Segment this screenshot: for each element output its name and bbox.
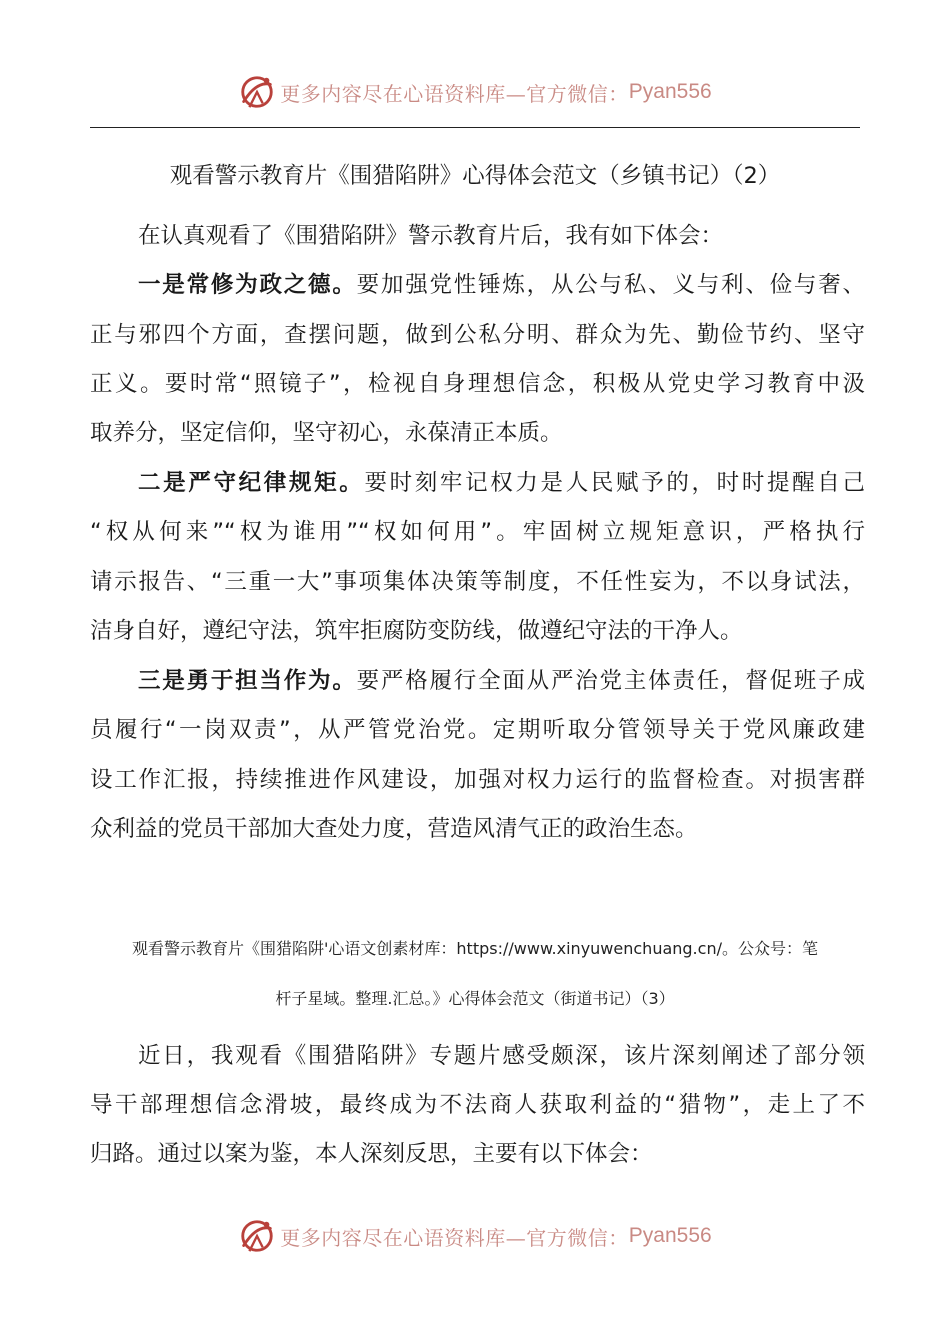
point2-line3: 请示报告、“三重一大”事项集体决策等制度，不任性妄为，不以身试法，	[90, 569, 865, 595]
point3-line2: 员履行“一岗双责”，从严管党治党。定期听取分管领导关于党风廉政建	[90, 717, 865, 743]
point1-line1	[90, 270, 865, 300]
point2-line2: “权从何来”“权为谁用”“权如何用”。牢固树立规矩意识，严格执行	[90, 519, 865, 545]
header-banner	[0, 70, 950, 114]
point3-heading: 三是勇于担当作为。	[138, 668, 357, 694]
point3-line4: 众利益的党员干部加大查处力度，营造风清气正的政治生态。	[90, 816, 698, 842]
point2-line4: 洁身自好，遵纪守法，筑牢拒腐防变防线，做遵纪守法的干净人。	[90, 618, 743, 644]
header-banner-text: 更多内容尽在心语资料库—官方微信：	[280, 81, 629, 106]
footer-banner	[0, 1214, 950, 1258]
article2-line2: 导干部理想信念滑坡，最终成为不法商人获取利益的“猎物”，走上了不	[90, 1092, 865, 1118]
footer-banner-text: 更多内容尽在心语资料库—官方微信：	[280, 1225, 629, 1250]
point3-line1	[90, 666, 865, 696]
logo-icon	[238, 73, 276, 111]
header-divider	[90, 127, 860, 128]
point1-line2: 正与邪四个方面，查摆问题，做到公私分明、群众为先、勤俭节约、坚守	[90, 322, 865, 348]
point1-heading: 一是常修为政之德。	[138, 272, 357, 298]
article1-title: 观看警示教育片《围猎陷阱》心得体会范文（乡镇书记）（2）	[169, 163, 781, 189]
point3-text1: 要严格履行全面从严治党主体责任，督促班子成	[356, 668, 865, 694]
article1-intro: 在认真观看了《围猎陷阱》警示教育片后，我有如下体会：	[138, 223, 724, 249]
point1-line3: 正义。要时常“照镜子”，检视自身理想信念，积极从党史学习教育中汲	[90, 371, 865, 397]
point2-heading: 二是严守纪律规矩。	[138, 470, 365, 496]
point2-line1	[90, 468, 865, 498]
logo-icon	[238, 1217, 276, 1255]
header-wechat-id: Pyan556	[628, 80, 712, 103]
point1-line4: 取养分，坚定信仰，坚守初心，永葆清正本质。	[90, 420, 563, 446]
article2-line3: 归路。通过以案为鉴，本人深刻反思，主要有以下体会：	[90, 1141, 653, 1167]
article2-line1: 近日，我观看《围猎陷阱》专题片感受颇深，该片深刻阐述了部分领	[138, 1043, 865, 1069]
point2-text1: 要时刻牢记权力是人民赋予的，时时提醒自己	[364, 470, 865, 496]
point1-text1: 要加强党性锤炼，从公与私、义与利、俭与奢、	[356, 272, 865, 298]
footer-wechat-id: Pyan556	[628, 1224, 712, 1247]
article2-title-line2: 杆子星域。整理.汇总。》心得体会范文（街道书记）（3）	[275, 989, 675, 1008]
article2-title-line1: 观看警示教育片《围猎陷阱'心语文创素材库：https://www.xinyuwenchuang.cn/。公众号：笔	[132, 939, 818, 958]
point3-line3: 设工作汇报，持续推进作风建设，加强对权力运行的监督检查。对损害群	[90, 767, 865, 793]
